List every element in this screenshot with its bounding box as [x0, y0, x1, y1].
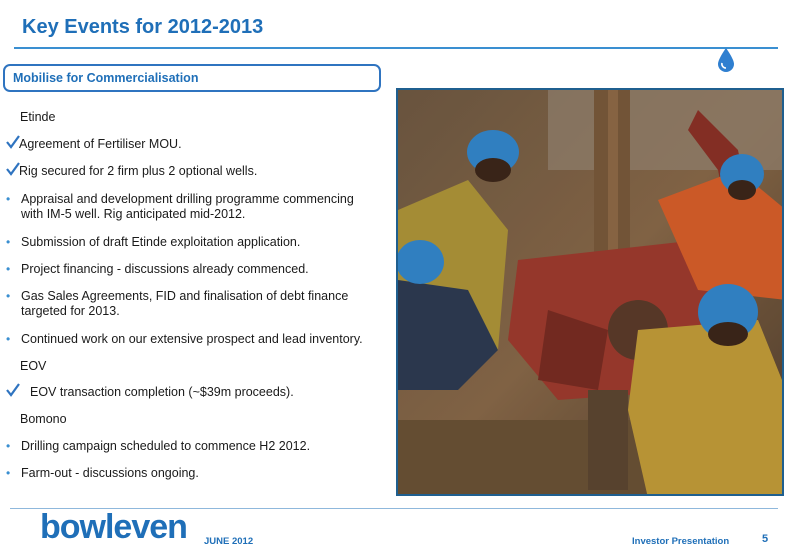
title-divider [14, 47, 778, 49]
footer-presentation-title: Investor Presentation [632, 536, 730, 547]
slide-title: Key Events for 2012-2013 [22, 16, 264, 38]
group-label-etinde: Etinde [20, 110, 56, 124]
bullet-icon: • [6, 332, 11, 346]
footer-date: JUNE 2012 [204, 536, 254, 547]
checkmark-icon [6, 383, 20, 397]
bullet-icon: • [6, 439, 11, 453]
drilling-rig-photo [396, 88, 784, 496]
bullet-icon: • [6, 466, 11, 480]
bullet-icon: • [6, 289, 11, 303]
checkmark-icon [6, 162, 20, 176]
section-heading-box [3, 64, 381, 92]
checkmark-icon [6, 135, 20, 149]
section-heading: Mobilise for Commercialisation [13, 71, 199, 85]
bowleven-logo: bowleven [40, 508, 187, 546]
rig-workers-image [398, 90, 784, 496]
group-label-bomono: Bomono [20, 412, 67, 426]
bullet-icon: • [6, 262, 11, 276]
bullet-icon: • [6, 192, 11, 206]
page-number: 5 [762, 533, 769, 545]
water-drop-icon [717, 47, 735, 73]
bullet-icon: • [6, 235, 11, 249]
group-label-eov: EOV [20, 359, 47, 373]
